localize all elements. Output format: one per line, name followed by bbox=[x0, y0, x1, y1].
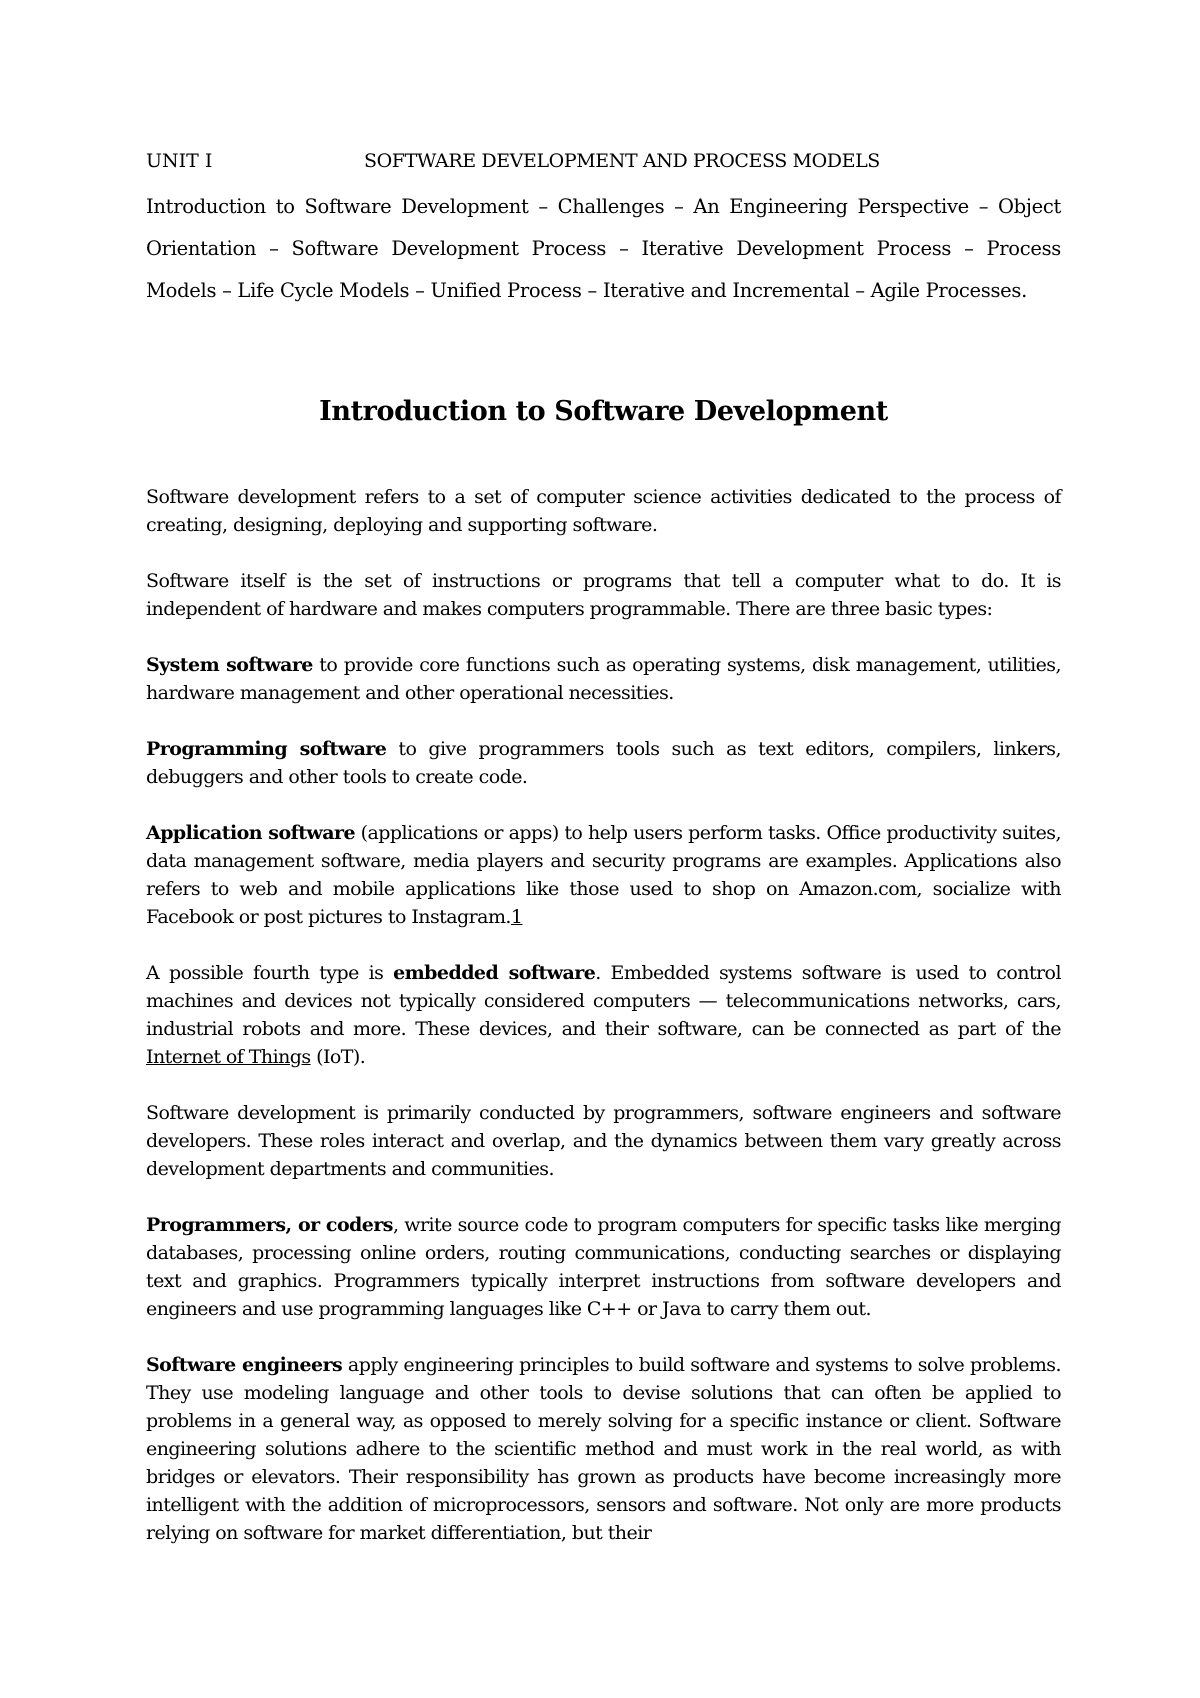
internet-of-things-link[interactable]: Internet of Things bbox=[146, 1046, 311, 1068]
embedded-intro-text: A possible fourth type is bbox=[146, 962, 394, 984]
programming-software-text: to give programmers tools such as text editors, compilers, linkers, debuggers and other tools to create code. bbox=[146, 738, 1061, 788]
term-programming-software: Programming software bbox=[146, 738, 387, 760]
system-software-text: to provide core functions such as operating systems, disk management, utilities, hardware management and other operational necessities. bbox=[146, 654, 1061, 704]
term-software-engineers: Software engineers bbox=[146, 1354, 343, 1376]
paragraph-application-software bbox=[146, 819, 1061, 931]
paragraph-system-software bbox=[146, 651, 1061, 707]
embedded-end-text: (IoT). bbox=[310, 1046, 366, 1068]
embedded-software-text: . Embedded systems software is used to control machines and devices not typically considered computers — telecommunications networks, cars, industrial robots and more. These devices, and their software, can be connected as part of the bbox=[146, 962, 1061, 1040]
software-engineers-text: apply engineering principles to build software and systems to solve problems. They use modeling language and other tools to devise solutions that can often be applied to problems in a general way, as opposed to merely solving for a specific instance or client. Software engineering solutions adhere to the scientific method and must work in the real world, as with bridges or elevators. Their responsibility has grown as products have become increasingly more intelligent with the addition of microprocessors, sensors and software. Not only are more products relying on software for market differentiation, but their bbox=[146, 1354, 1061, 1544]
unit-title: SOFTWARE DEVELOPMENT AND PROCESS MODELS bbox=[364, 150, 880, 172]
paragraph-software-types: Software itself is the set of instructions or programs that tell a computer what to do. It is independent of hardware and makes computers programmable. There are three basic types: bbox=[146, 570, 1061, 620]
term-embedded-software: embedded software bbox=[393, 962, 596, 984]
unit-label: UNIT I bbox=[146, 150, 213, 172]
paragraph-roles: Software development is primarily conducted by programmers, software engineers and software developers. These roles interact and overlap, and the dynamics between them vary greatly across development departments and communities. bbox=[146, 1102, 1061, 1180]
section-heading: Introduction to Software Development bbox=[319, 396, 888, 427]
body-text bbox=[146, 483, 1061, 1575]
programmers-text: , write source code to program computers for specific tasks like merging databases, processing online orders, routing communications, conducting searches or displaying text and graphics. Programmers typically interpret instructions from software developers and engineers and use programming languages like C++ or Java to carry them out. bbox=[146, 1214, 1061, 1320]
paragraph-software-engineers bbox=[146, 1351, 1061, 1547]
term-application-software: Application software bbox=[146, 822, 355, 844]
footnote-link[interactable]: 1 bbox=[510, 906, 523, 928]
paragraph-embedded-software bbox=[146, 959, 1061, 1071]
application-software-text: (applications or apps) to help users perform tasks. Office productivity suites, data management software, media players and security programs are examples. Applications also refers to web and mobile applications like those used to shop on Amazon.com, socialize with Facebook or post pictures to Instagram. bbox=[146, 822, 1061, 928]
term-programmers: Programmers, or coders bbox=[146, 1214, 393, 1236]
unit-topics: Introduction to Software Development – Challenges – An Engineering Perspective – Object Orientation – Software Development Process – Iterative Development Process – Process Models – Life Cycle Models – Unified Process – Iterative and Incremental – Agile Processes. bbox=[146, 195, 1061, 302]
document-page bbox=[146, 0, 1061, 1698]
unit-header bbox=[146, 148, 1061, 174]
paragraph-programming-software bbox=[146, 735, 1061, 791]
term-system-software: System software bbox=[146, 654, 313, 676]
paragraph-programmers bbox=[146, 1211, 1061, 1323]
paragraph-definition: Software development refers to a set of computer science activities dedicated to the process of creating, designing, deploying and supporting software. bbox=[146, 486, 1061, 536]
